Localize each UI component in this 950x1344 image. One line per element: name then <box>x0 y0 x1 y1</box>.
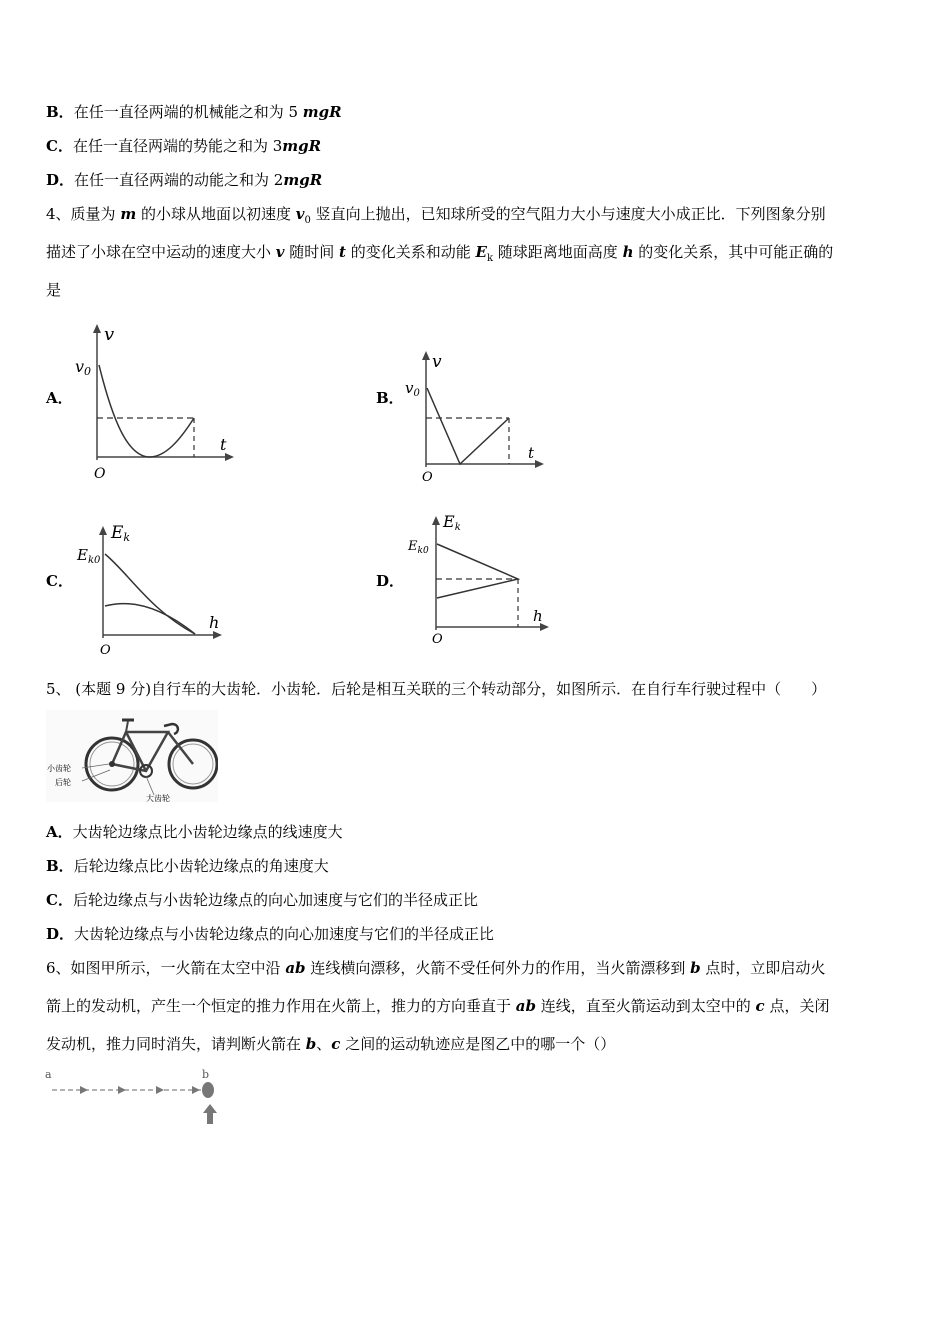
rocket-icon <box>202 1082 214 1098</box>
q3-option-b: B．在任一直径两端的机械能之和为 5 mgR <box>46 103 342 121</box>
svg-text:t: t <box>528 444 535 462</box>
graph-b-v-t <box>400 345 550 482</box>
q4-option-b-label: B． <box>376 389 404 407</box>
graph-a-t-axis-label: t <box>220 435 227 454</box>
q6-stem-line2: 箭上的发动机，产生一个恒定的推力作用在火箭上，推力的方向垂直于 ab 连线，直至火箭运动到太空中的 c 点，关闭 <box>46 997 830 1015</box>
bike-label-small-gear: 小齿轮 <box>47 764 71 773</box>
svg-text:Ek: Ek <box>111 523 131 544</box>
thrust-arrow-icon <box>203 1104 217 1124</box>
q4-stem-line1: 4、质量为 m 的小球从地面以初速度 $v_0$ 竖直向上抛出，已知球所受的空气阻力大小与速度大小成正比．下列图象分别 <box>46 205 826 226</box>
q5-option-d: D．大齿轮边缘点与小齿轮边缘点的向心加速度与它们的半径成正比 <box>46 925 495 943</box>
q5-option-b: B．后轮边缘点比小齿轮边缘点的角速度大 <box>46 857 329 875</box>
q5-option-c: C．后轮边缘点与小齿轮边缘点的向心加速度与它们的半径成正比 <box>46 891 478 909</box>
q4-stem-line3: 是 <box>46 281 62 299</box>
q3-option-c: C．在任一直径两端的势能之和为 3mgR <box>46 137 322 155</box>
svg-text:O: O <box>100 643 111 658</box>
svg-text:v: v <box>432 352 442 372</box>
point-a-label: a <box>45 1068 52 1081</box>
bike-label-big-gear: 大齿轮 <box>146 794 170 802</box>
q3-option-d: D．在任一直径两端的动能之和为 2mgR <box>46 171 323 189</box>
bicycle-figure <box>46 710 218 802</box>
q4-option-d-label: D． <box>376 572 405 590</box>
graph-d-ek-h <box>405 508 555 658</box>
svg-text:O: O <box>422 470 433 482</box>
svg-text:v0: $v_0$ <box>405 379 420 399</box>
q4-option-c-label: C． <box>46 572 73 590</box>
svg-text:h: h <box>533 607 543 625</box>
svg-text:O: O <box>432 632 443 647</box>
graph-a-v0-label: v0 <box>75 357 92 378</box>
q5-option-a: A．大齿轮边缘点比小齿轮边缘点的线速度大 <box>46 823 343 841</box>
svg-text:h: h <box>209 613 220 632</box>
graph-c-ek-h <box>75 510 235 660</box>
svg-text:Ek: Ek <box>443 512 461 533</box>
graph-a-v-t <box>70 320 240 482</box>
rocket-drift-figure <box>44 1066 224 1128</box>
graph-a-v-axis-label: v <box>104 324 115 345</box>
point-b-label: b <box>202 1068 210 1081</box>
q5-stem: 5、 (本题 9 分)自行车的大齿轮．小齿轮．后轮是相互关联的三个转动部分，如图所示．在自行车行驶过程中（ ） <box>46 680 827 698</box>
svg-text:Ek0: $E_{k0}$ <box>77 546 101 566</box>
q4-stem-line2: 描述了小球在空中运动的速度大小 v 随时间 t 的变化关系和动能 $E_k$ 随球距离地面高度 h 的变化关系，其中可能正确的 <box>46 243 834 264</box>
svg-text:Ek0: $E_{k0}$ <box>408 539 429 556</box>
q6-stem-line1: 6、如图甲所示，一火箭在太空中沿 ab 连线横向漂移，火箭不受任何外力的作用，当火箭漂移到 b 点时，立即启动火 <box>46 959 826 977</box>
graph-a-origin-label: O <box>94 466 106 482</box>
q4-option-a-label: A． <box>46 389 73 407</box>
bike-label-rear-wheel: 后轮 <box>55 778 71 787</box>
q6-stem-line3: 发动机，推力同时消失，请判断火箭在 b、c 之间的运动轨迹应是图乙中的哪一个（） <box>46 1035 616 1053</box>
